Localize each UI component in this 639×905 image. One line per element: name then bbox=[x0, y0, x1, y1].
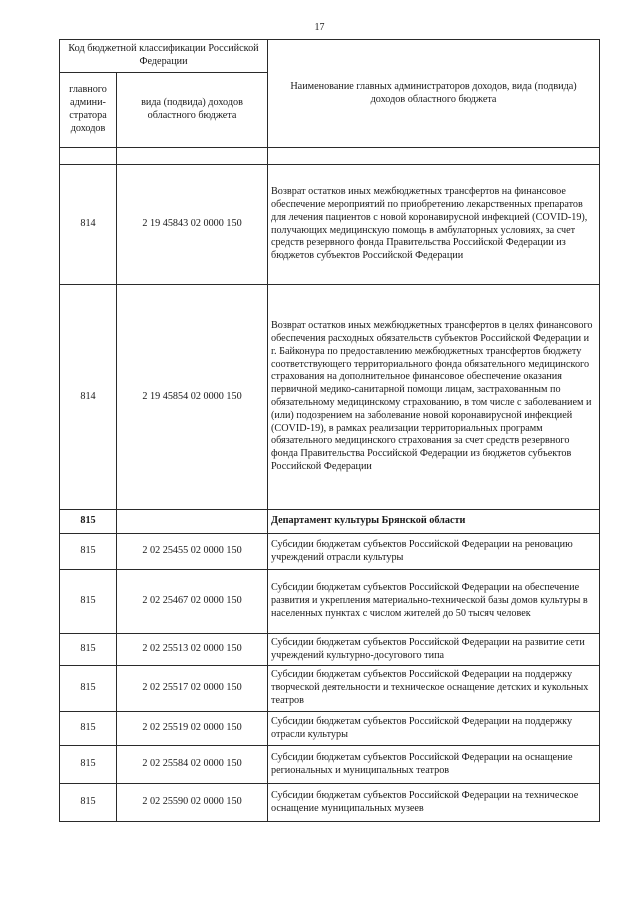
admin-code-cell: 815 bbox=[60, 712, 117, 746]
department-name-cell: Департамент культуры Брянской области bbox=[268, 510, 600, 534]
revenue-name-cell: Субсидии бюджетам субъектов Российской Федерации на поддержку отрасли культуры bbox=[268, 712, 600, 746]
revenue-name-cell: Субсидии бюджетам субъектов Российской Федерации на реновацию учреждений отрасли культуры bbox=[268, 534, 600, 570]
revenue-code-cell: 2 02 25517 02 0000 150 bbox=[117, 666, 268, 712]
page-number: 17 bbox=[314, 22, 325, 33]
revenue-code-cell: 2 02 25584 02 0000 150 bbox=[117, 746, 268, 784]
type-column-header: вида (подвида) доходов областного бюджета bbox=[117, 73, 268, 148]
admin-code-cell: 814 bbox=[60, 165, 117, 285]
table-row bbox=[60, 570, 600, 634]
revenue-name-cell: Субсидии бюджетам субъектов Российской Федерации на обеспечение развития и укрепления материально-технической базы домов культуры в населенных пунктах с числом жителей до 50 тысяч человек bbox=[268, 570, 600, 634]
table-row bbox=[60, 285, 600, 510]
revenue-name-cell: Субсидии бюджетам субъектов Российской Федерации на поддержку творческой деятельности и техническое оснащение детских и кукольных театров bbox=[268, 666, 600, 712]
revenue-code-cell: 2 02 25467 02 0000 150 bbox=[117, 570, 268, 634]
table-header bbox=[60, 40, 600, 165]
admin-code-cell: 815 bbox=[60, 634, 117, 666]
header-spacer-row bbox=[60, 148, 600, 165]
admin-code-cell: 815 bbox=[60, 570, 117, 634]
table-row bbox=[60, 666, 600, 712]
table-row bbox=[60, 634, 600, 666]
revenue-name-cell: Субсидии бюджетам субъектов Российской Федерации на развитие сети учреждений культурно-досугового типа bbox=[268, 634, 600, 666]
revenue-code-cell: 2 19 45843 02 0000 150 bbox=[117, 165, 268, 285]
revenue-code-cell: 2 19 45854 02 0000 150 bbox=[117, 285, 268, 510]
admin-code-cell: 815 bbox=[60, 534, 117, 570]
revenue-name-cell: Субсидии бюджетам субъектов Российской Федерации на техническое оснащение муниципальных музеев bbox=[268, 784, 600, 822]
admin-code-cell: 815 bbox=[60, 510, 117, 534]
table-row bbox=[60, 746, 600, 784]
admin-code-cell: 815 bbox=[60, 666, 117, 712]
admin-column-header: главного админи-стратора доходов bbox=[60, 73, 117, 148]
table-row bbox=[60, 165, 600, 285]
revenue-code-cell: 2 02 25590 02 0000 150 bbox=[117, 784, 268, 822]
budget-classification-table bbox=[59, 39, 600, 822]
revenue-name-cell: Возврат остатков иных межбюджетных трансфертов в целях финансового обеспечения расходных обязательств субъектов Российской Федерации и г. Байконура по предоставлению межбюджетных трансфертов бюджету соответствующего территориального фонда обязательного медицинского страхования на дополнительное финансовое обеспечение оказания первичной медико-санитарной помощи лицам, застрахованным по обязательному медицинскому страхованию, в том числе с заболеванием и (или) подозрением на заболевание новой коронавирусной инфекцией (COVID-19), в рамках реализации территориальных программ обязательного медицинского страхования за счет средств резервного фонда Правительства Российской Федерации из бюджетов субъектов Российской Федерации bbox=[268, 285, 600, 510]
code-group-header: Код бюджетной классификации Российской Федерации bbox=[60, 40, 268, 73]
department-row bbox=[60, 510, 600, 534]
table-row bbox=[60, 784, 600, 822]
revenue-name-cell: Субсидии бюджетам субъектов Российской Федерации на оснащение региональных и муниципальных театров bbox=[268, 746, 600, 784]
name-column-header: Наименование главных администраторов доходов, вида (подвида) доходов областного бюджета bbox=[268, 40, 600, 148]
revenue-code-cell: 2 02 25513 02 0000 150 bbox=[117, 634, 268, 666]
table-row bbox=[60, 534, 600, 570]
revenue-code-cell bbox=[117, 510, 268, 534]
admin-code-cell: 815 bbox=[60, 746, 117, 784]
revenue-code-cell: 2 02 25519 02 0000 150 bbox=[117, 712, 268, 746]
admin-code-cell: 814 bbox=[60, 285, 117, 510]
revenue-code-cell: 2 02 25455 02 0000 150 bbox=[117, 534, 268, 570]
admin-code-cell: 815 bbox=[60, 784, 117, 822]
revenue-name-cell: Возврат остатков иных межбюджетных трансфертов на финансовое обеспечение мероприятий по приобретению лекарственных препаратов для лечения пациентов с новой коронавирусной инфекцией (COVID-19), получающих медицинскую помощь в амбулаторных условиях, за счет средств резервного фонда Правительства Российской Федерации из бюджетов субъектов Российской Федерации bbox=[268, 165, 600, 285]
table-row bbox=[60, 712, 600, 746]
